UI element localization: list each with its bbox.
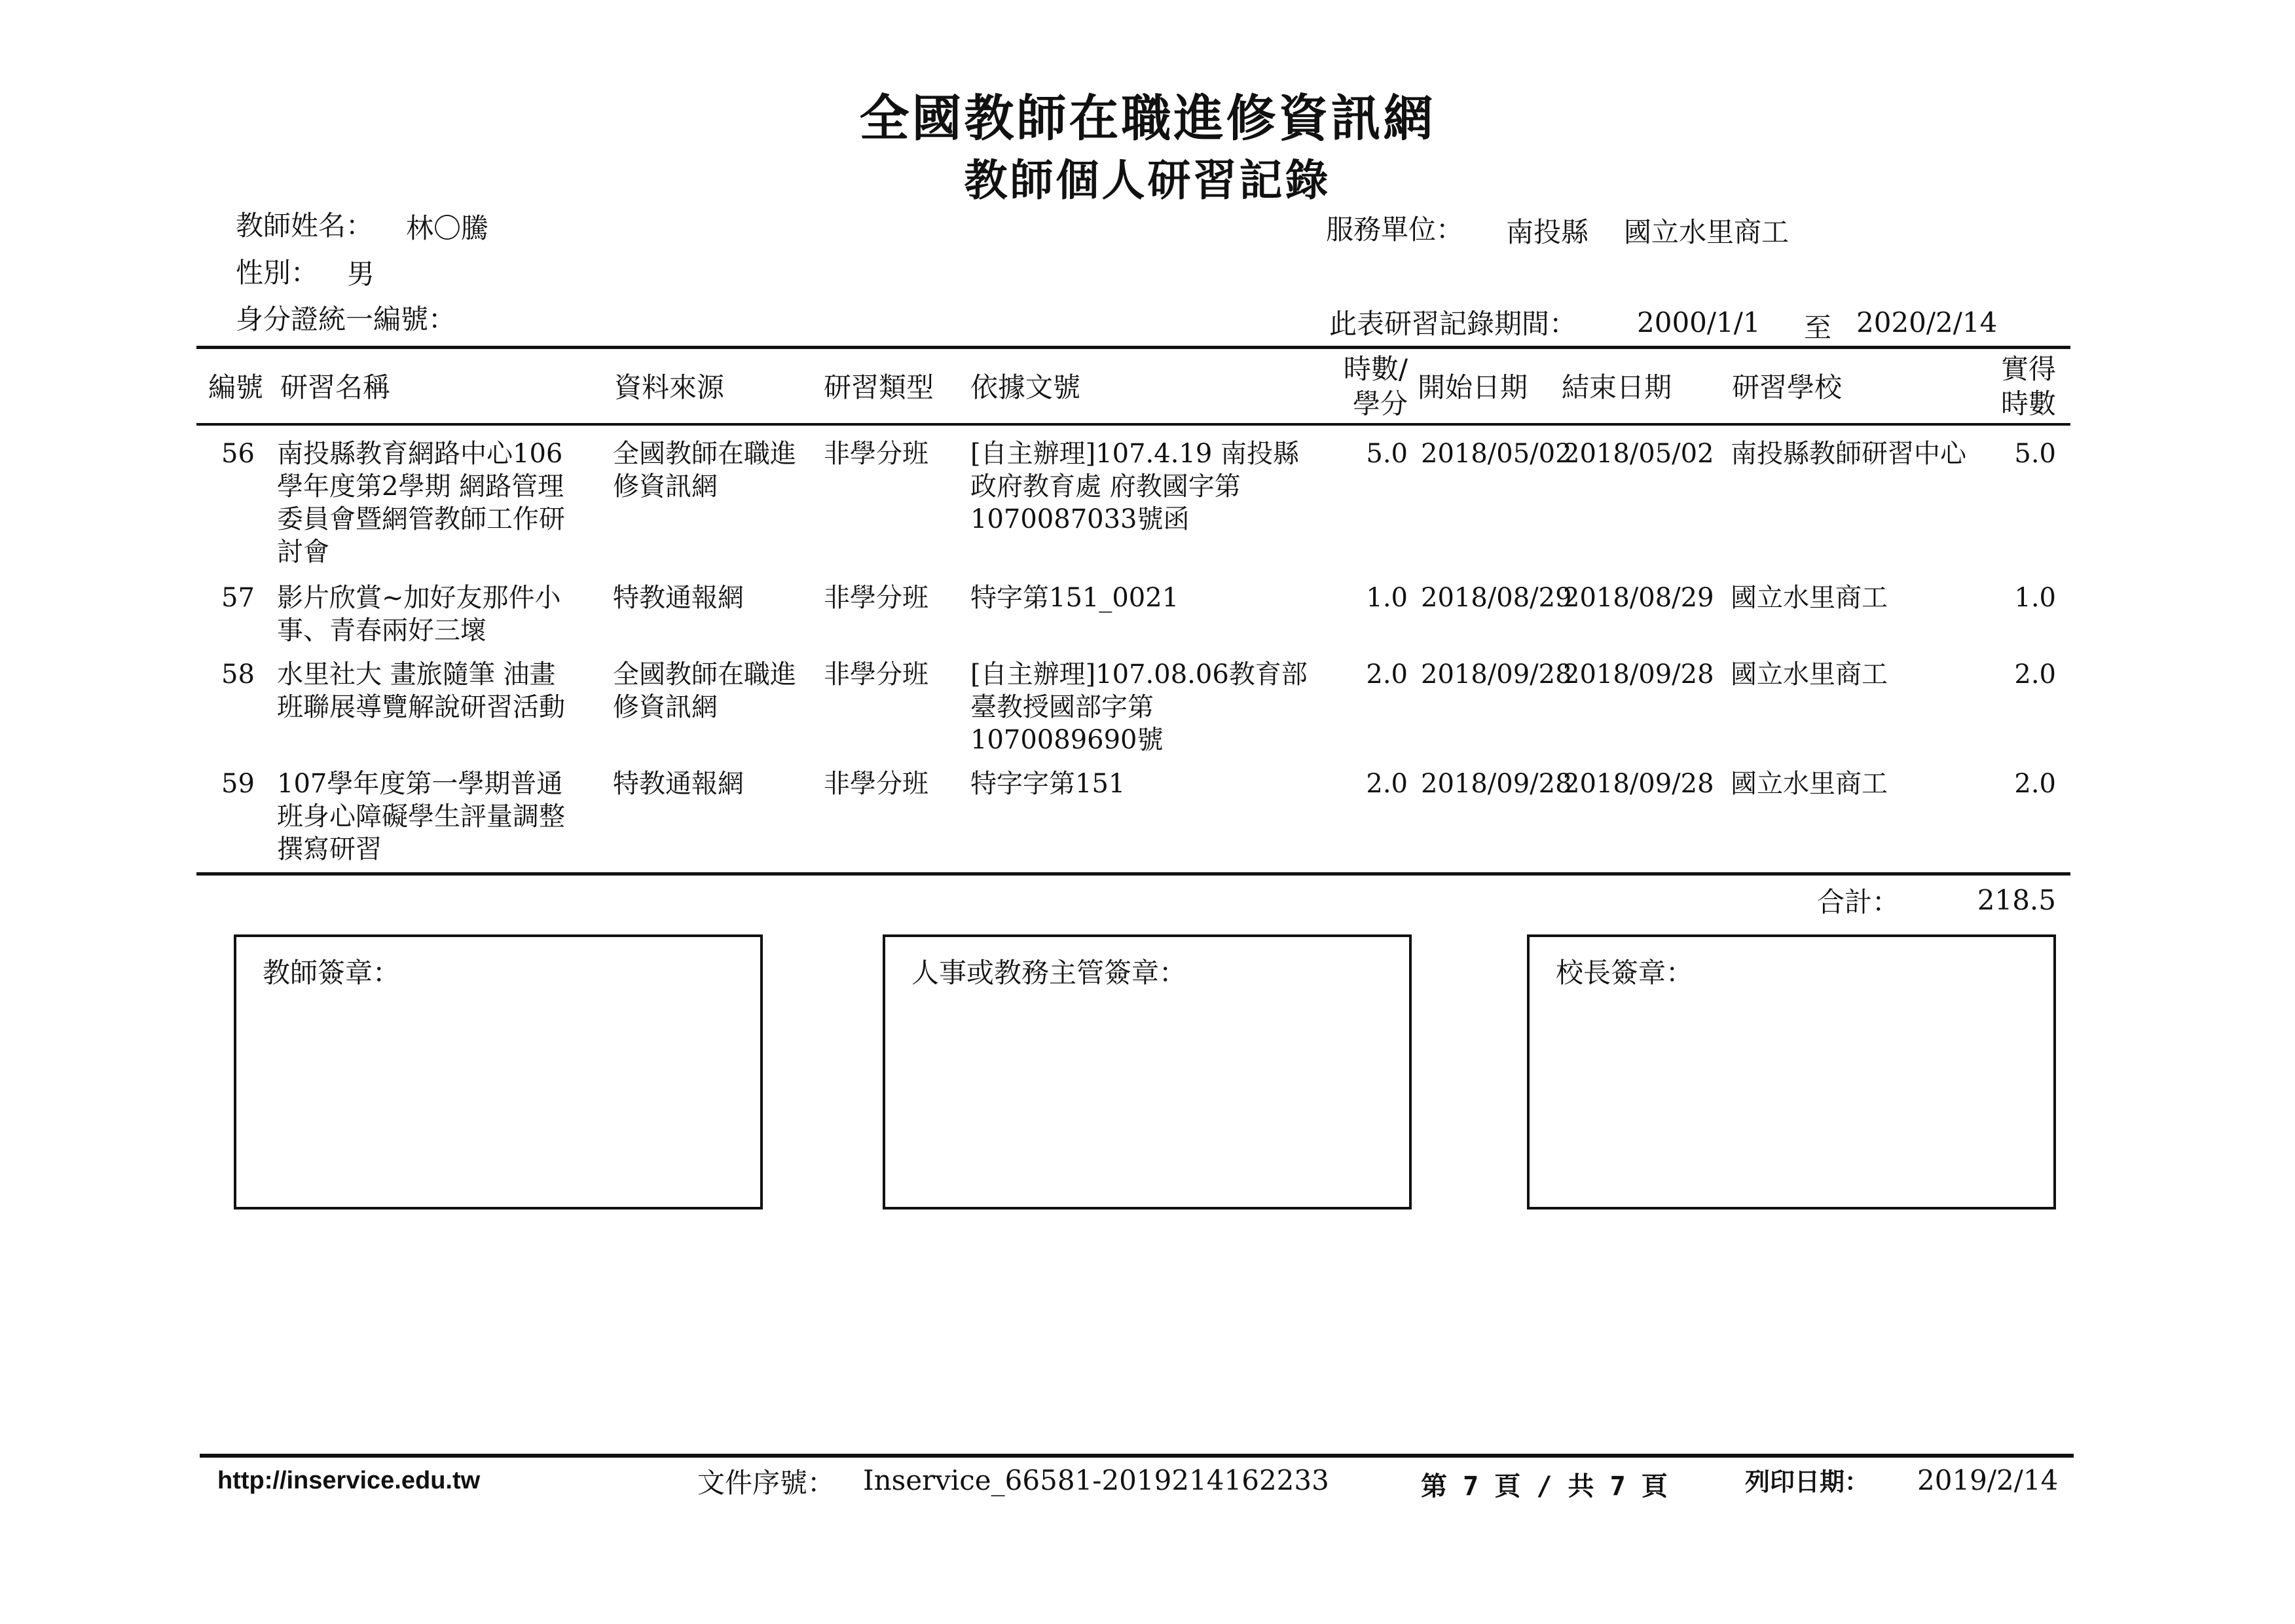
row-doc: 特字字第151: [970, 769, 1126, 799]
print-date-label: 列印日期：: [1745, 1467, 1870, 1496]
row-course-name: 水里社大 畫旅隨筆 油畫班聯展導覽解說研習活動: [277, 659, 565, 722]
col-hours-1: 時數/: [1343, 353, 1408, 385]
unit-school: 國立水里商工: [1624, 216, 1790, 248]
row-end: 2018/05/02: [1563, 439, 1714, 469]
row-course-name: 南投縣教育網路中心106學年度第2學期 網路管理委員會暨網管教師工作研討會: [277, 439, 565, 567]
row-no: 57: [221, 583, 255, 613]
period-start: 2000/1/1: [1637, 306, 1761, 339]
doc-no-label: 文件序號：: [697, 1467, 835, 1499]
row-school: 國立水里商工: [1731, 769, 1888, 799]
row-source: 全國教師在職進修資訊網: [613, 659, 796, 722]
principal-signature-box[interactable]: [1527, 934, 2056, 1209]
row-actual: 2.0: [2014, 659, 2056, 690]
row-no: 56: [221, 439, 255, 469]
footer-url[interactable]: http://inservice.edu.tw: [217, 1467, 481, 1494]
row-no: 58: [221, 659, 255, 690]
page-title: 全國教師在職進修資訊網: [859, 89, 1436, 147]
col-end: 結束日期: [1562, 371, 1672, 403]
row-start: 2018/09/28: [1421, 769, 1572, 799]
total-label: 合計：: [1817, 886, 1900, 918]
row-source: 特教通報網: [613, 769, 744, 799]
row-no: 59: [221, 769, 255, 799]
col-source: 資料來源: [614, 371, 725, 403]
print-date: 2019/2/14: [1917, 1464, 2059, 1496]
row-type: 非學分班: [824, 659, 928, 690]
period-to: 至: [1804, 312, 1832, 344]
row-source: 全國教師在職進修資訊網: [613, 439, 796, 502]
col-name: 研習名稱: [280, 371, 391, 403]
page-info: 第 7 頁 / 共 7 頁: [1421, 1471, 1668, 1502]
hr-signature-label: 人事或教務主管簽章：: [911, 957, 1187, 989]
row-school: 國立水里商工: [1731, 659, 1888, 690]
row-hours: 1.0: [1366, 583, 1408, 613]
col-hours-2: 學分: [1352, 388, 1408, 420]
col-no: 編號: [208, 371, 264, 403]
unit-label: 服務單位：: [1326, 213, 1464, 246]
row-start: 2018/08/29: [1421, 583, 1572, 613]
principal-signature-label: 校長簽章：: [1556, 957, 1694, 989]
row-hours: 2.0: [1366, 769, 1408, 799]
row-doc: 特字第151_0021: [970, 583, 1179, 613]
table-top-rule: [196, 346, 2070, 349]
col-school: 研習學校: [1732, 371, 1843, 403]
row-actual: 1.0: [2014, 583, 2056, 613]
col-doc: 依據文號: [970, 371, 1081, 403]
row-source: 特教通報網: [613, 583, 744, 613]
page-subtitle: 教師個人研習記錄: [964, 155, 1331, 206]
row-end: 2018/09/28: [1563, 659, 1714, 690]
row-end: 2018/09/28: [1563, 769, 1714, 799]
row-school: 南投縣教師研習中心: [1731, 439, 1966, 469]
row-start: 2018/09/28: [1421, 659, 1572, 690]
row-start: 2018/05/02: [1421, 439, 1572, 469]
row-course-name: 107學年度第一學期普通班身心障礙學生評量調整撰寫研習: [277, 769, 565, 864]
row-end: 2018/08/29: [1563, 583, 1714, 613]
id-label: 身分證統一編號：: [236, 303, 456, 335]
row-course-name: 影片欣賞~加好友那件小事、青春兩好三壞: [277, 583, 561, 646]
hr-signature-box[interactable]: [883, 934, 1412, 1209]
row-type: 非學分班: [824, 439, 928, 469]
col-type: 研習類型: [824, 371, 934, 403]
teacher-name: 林〇騰: [406, 212, 489, 244]
gender-value: 男: [347, 258, 375, 290]
period-end: 2020/2/14: [1856, 306, 1998, 339]
col-start: 開始日期: [1418, 371, 1528, 403]
row-hours: 5.0: [1366, 439, 1408, 469]
row-hours: 2.0: [1366, 659, 1408, 690]
table-row: [0, 658, 2295, 755]
unit-county: 南投縣: [1506, 216, 1589, 248]
row-doc: [自主辦理]107.4.19 南投縣政府教育處 府教國字第1070087033號函: [970, 439, 1300, 534]
row-doc: [自主辦理]107.08.06教育部臺教授國部字第1070089690號: [970, 659, 1308, 755]
row-type: 非學分班: [824, 769, 928, 799]
table-header-rule: [196, 423, 2070, 426]
table-bottom-rule: [196, 872, 2070, 876]
teacher-name-label: 教師姓名：: [236, 210, 374, 242]
teacher-signature-box[interactable]: [234, 934, 763, 1209]
period-label: 此表研習記錄期間：: [1329, 308, 1577, 340]
teacher-signature-label: 教師簽章：: [263, 957, 401, 989]
gender-label: 性別：: [236, 257, 319, 289]
row-school: 國立水里商工: [1731, 583, 1888, 613]
table-row: [0, 437, 2295, 567]
row-actual: 5.0: [2014, 439, 2056, 469]
col-actual-2: 時數: [2000, 388, 2056, 420]
row-actual: 2.0: [2014, 769, 2056, 799]
total-value: 218.5: [1977, 884, 2056, 916]
table-row: [0, 767, 2295, 864]
doc-no: Inservice_66581-2019214162233: [863, 1464, 1329, 1496]
table-row: [0, 581, 2295, 646]
col-actual-1: 實得: [2000, 353, 2056, 385]
footer-rule: [200, 1454, 2074, 1458]
row-type: 非學分班: [824, 583, 928, 613]
